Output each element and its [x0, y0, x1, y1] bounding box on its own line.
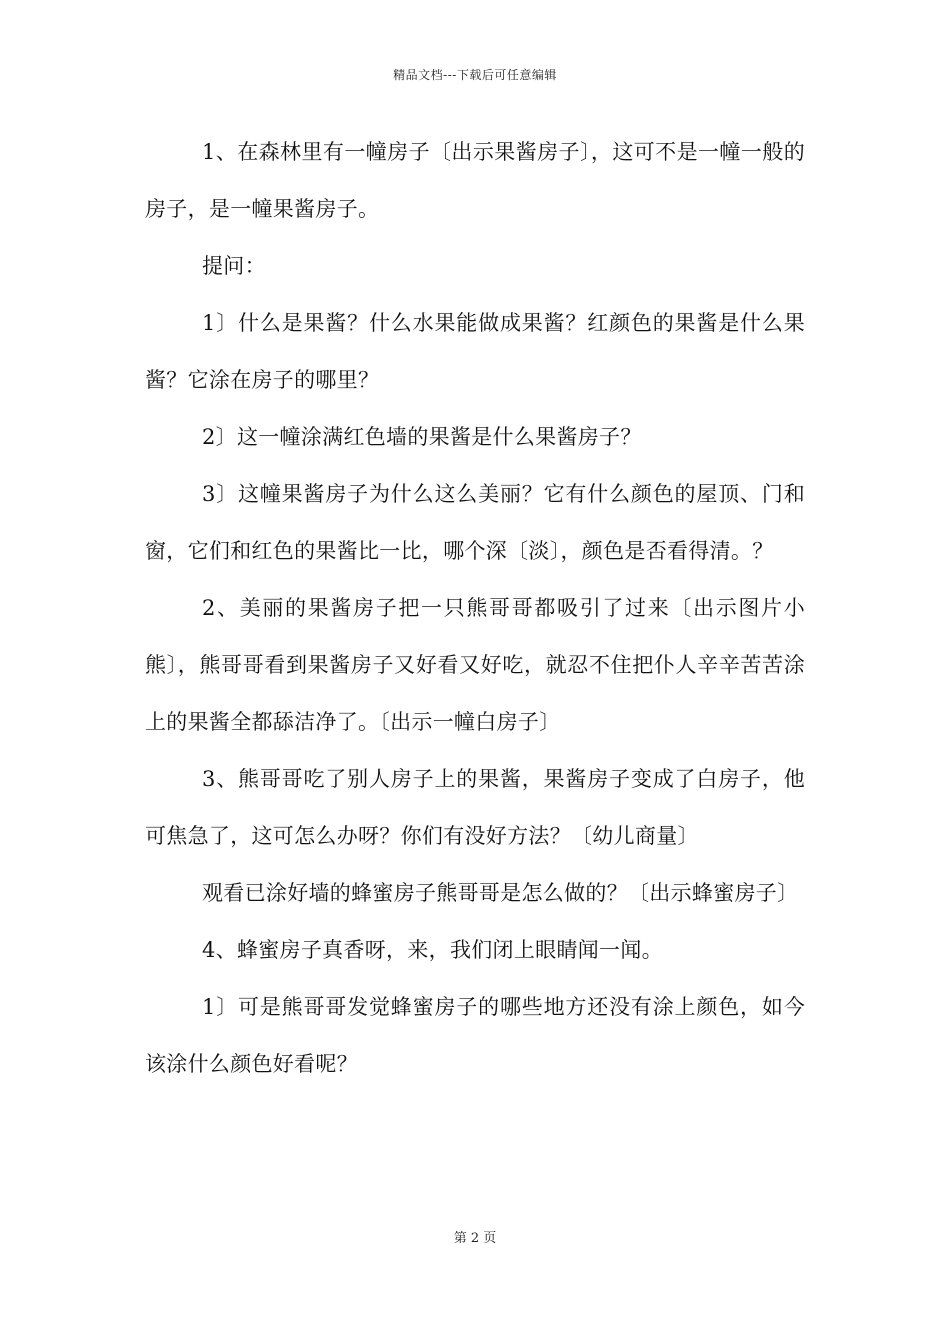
paragraph: 1〕可是熊哥哥发觉蜂蜜房子的哪些地方还没有涂上颜色，如今该涂什么颜色好看呢？: [145, 995, 805, 1076]
paragraph: 1、在森林里有一幢房子〔出示果酱房子〕，这可不是一幢一般的房子，是一幢果酱房子。: [145, 140, 805, 221]
paragraph: 3〕这幢果酱房子为什么这么美丽？它有什么颜色的屋顶、门和窗，它们和红色的果酱比一比，哪个深〔淡〕，颜色是否看得清。？: [145, 482, 805, 563]
page-header: 精品文档---下载后可任意编辑: [393, 68, 557, 82]
paragraph: 观看已涂好墙的蜂蜜房子熊哥哥是怎么做的？〔出示蜂蜜房子〕: [202, 881, 799, 905]
paragraph: 2〕这一幢涂满红色墙的果酱是什么果酱房子？: [202, 425, 642, 449]
paragraph: 1〕什么是果酱？什么水果能做成果酱？红颜色的果酱是什么果酱？它涂在房子的哪里？: [145, 311, 805, 392]
page-number: 第 2 页: [453, 1231, 497, 1246]
document-body: [145, 124, 805, 1093]
paragraph: 提问：: [202, 254, 266, 278]
paragraph: 3、熊哥哥吃了别人房子上的果酱，果酱房子变成了白房子，他可焦急了，这可怎么办呀？你们有没好方法？〔幼儿商量〕: [145, 767, 805, 848]
paragraph: 2、美丽的果酱房子把一只熊哥哥都吸引了过来〔出示图片小熊〕，熊哥哥看到果酱房子又好看又好吃，就忍不住把仆人辛辛苦苦涂上的果酱全都舔洁净了。〔出示一幢白房子〕: [145, 596, 805, 734]
paragraph: 4、蜂蜜房子真香呀，来，我们闭上眼睛闻一闻。: [202, 938, 663, 962]
